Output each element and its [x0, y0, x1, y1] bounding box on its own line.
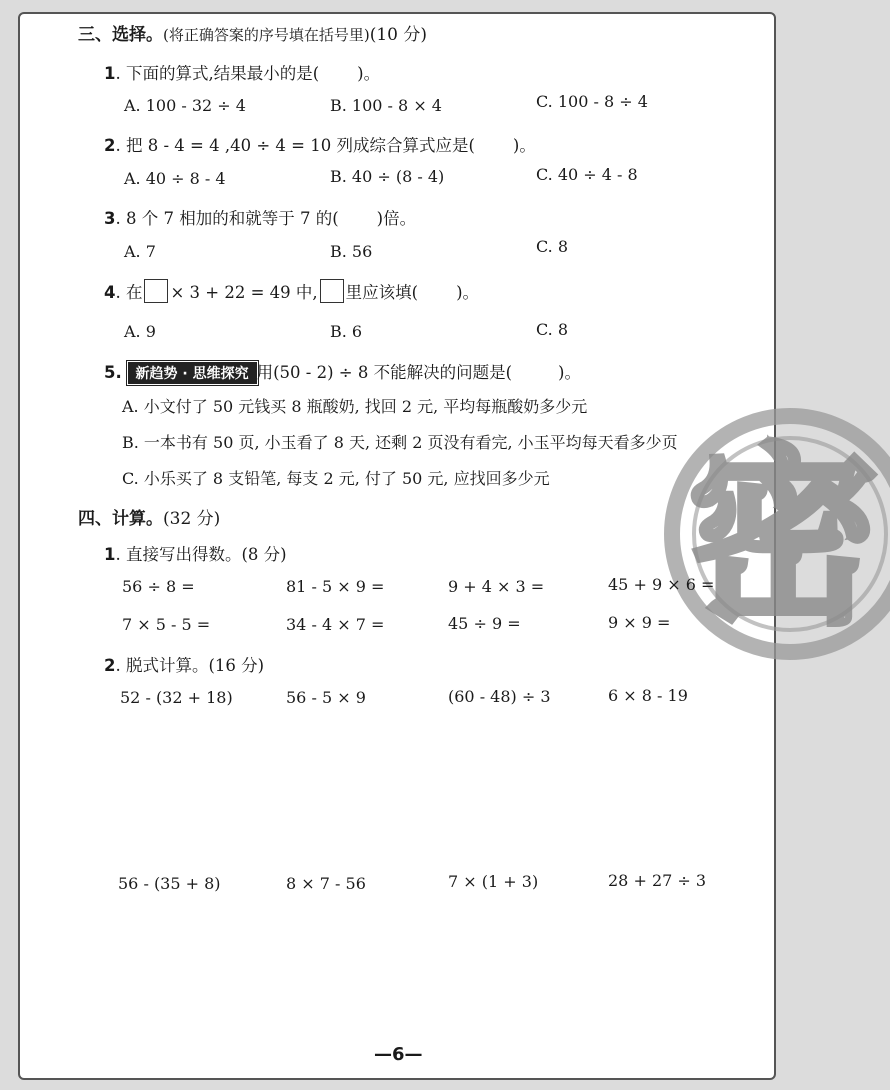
- question-1-option-a: A. 100 - 32 ÷ 4: [124, 96, 246, 115]
- question-2-number: 2: [104, 136, 116, 155]
- step-calc-1-2: 56 - 5 × 9: [286, 688, 366, 707]
- section-3-points: (10 分): [369, 25, 428, 45]
- confidential-stamp: [660, 399, 890, 679]
- question-3: [104, 205, 416, 229]
- question-1-stem: . 下面的算式,结果最小的是(: [115, 64, 320, 83]
- question-3-option-a: A. 7: [124, 242, 156, 261]
- part-1-number: 1: [104, 545, 116, 564]
- step-calc-1-1: 52 - (32 + 18): [120, 688, 233, 707]
- question-3-option-b: B. 56: [330, 242, 373, 261]
- question-4-box-2[interactable]: [320, 279, 344, 303]
- oral-calc-1-4: 45 + 9 × 6 =: [608, 575, 715, 594]
- question-1: [104, 60, 380, 84]
- question-2: [104, 132, 536, 156]
- step-calc-2-3: 7 × (1 + 3): [448, 872, 539, 891]
- part-2-title: . 脱式计算。(16 分): [115, 656, 265, 675]
- question-3-end: )倍。: [376, 209, 417, 228]
- question-5-option-a: A. 小文付了 50 元钱买 8 瓶酸奶, 找回 2 元, 平均每瓶酸奶多少元: [122, 397, 588, 416]
- step-calc-2-4: 28 + 27 ÷ 3: [608, 871, 707, 890]
- question-5-stem: 用(50 - 2) ÷ 8 不能解决的问题是(: [256, 363, 513, 382]
- section-4-heading: [78, 504, 220, 529]
- section-3-title: 三、选择。: [78, 25, 163, 45]
- step-calc-2-2: 8 × 7 - 56: [286, 874, 366, 893]
- section-3-instruction: (将正确答案的序号填在括号里): [163, 26, 370, 44]
- question-1-option-b: B. 100 - 8 × 4: [330, 96, 442, 115]
- step-calc-1-4: 6 × 8 - 19: [608, 686, 688, 705]
- question-5-number: 5: [104, 363, 116, 382]
- question-4-number: 4: [104, 283, 116, 302]
- oral-calc-1-3: 9 + 4 × 3 =: [448, 577, 545, 596]
- question-1-option-c: C. 100 - 8 ÷ 4: [536, 92, 648, 111]
- oral-calc-1-2: 81 - 5 × 9 =: [286, 577, 385, 596]
- oral-calc-1-1: 56 ÷ 8 =: [122, 577, 195, 596]
- step-calc-1-3: (60 - 48) ÷ 3: [448, 687, 551, 706]
- question-2-option-a: A. 40 ÷ 8 - 4: [124, 169, 226, 188]
- question-4-end: )。: [456, 283, 480, 302]
- question-2-option-c: C. 40 ÷ 4 - 8: [536, 165, 638, 184]
- question-1-number: 1: [104, 64, 116, 83]
- question-5-tag: 新趋势 · 思维探究: [128, 362, 257, 384]
- question-3-stem: . 8 个 7 相加的和就等于 7 的(: [115, 209, 339, 228]
- question-4-stem-b: × 3 + 22 = 49 中,: [170, 283, 318, 302]
- stamp-char: 密: [688, 428, 879, 649]
- question-4-option-b: B. 6: [330, 322, 363, 341]
- part-2-heading: [104, 652, 264, 676]
- question-4: [104, 279, 479, 303]
- question-2-end: )。: [512, 136, 536, 155]
- section-4-title: 四、计算。: [78, 509, 163, 529]
- question-2-option-b: B. 40 ÷ (8 - 4): [330, 167, 445, 186]
- question-2-stem: . 把 8 - 4 = 4 ,40 ÷ 4 = 10 列成综合算式应是(: [115, 136, 475, 155]
- step-calc-2-1: 56 - (35 + 8): [118, 874, 221, 893]
- question-4-option-c: C. 8: [536, 320, 569, 339]
- question-4-stem-a: . 在: [115, 283, 143, 302]
- question-4-option-a: A. 9: [124, 322, 156, 341]
- question-5: 5. 新趋势 · 思维探究 用(50 - 2) ÷ 8 不能解决的问题是( )。: [104, 363, 581, 382]
- question-4-stem-c: 里应该填(: [345, 283, 419, 302]
- oral-calc-2-3: 45 ÷ 9 =: [448, 614, 521, 633]
- part-1-title: . 直接写出得数。(8 分): [115, 545, 287, 564]
- part-2-number: 2: [104, 656, 116, 675]
- question-3-number: 3: [104, 209, 116, 228]
- worksheet-page: [18, 12, 879, 1080]
- page-number: —6—: [374, 1044, 423, 1065]
- oral-calc-2-4: 9 × 9 =: [608, 613, 671, 632]
- part-1-heading: [104, 541, 287, 565]
- question-5-option-c: C. 小乐买了 8 支铅笔, 每支 2 元, 付了 50 元, 应找回多少元: [122, 469, 550, 488]
- oral-calc-2-1: 7 × 5 - 5 =: [122, 615, 211, 634]
- section-3-heading: [78, 20, 427, 45]
- oral-calc-2-2: 34 - 4 × 7 =: [286, 615, 385, 634]
- question-4-box-1[interactable]: [144, 279, 168, 303]
- section-4-points: (32 分): [163, 509, 221, 529]
- question-3-option-c: C. 8: [536, 237, 569, 256]
- question-1-end: )。: [357, 64, 381, 83]
- question-5-end: )。: [558, 363, 581, 382]
- question-5-option-b: B. 一本书有 50 页, 小玉看了 8 天, 还剩 2 页没有看完, 小玉平均每天看多少页: [122, 433, 678, 452]
